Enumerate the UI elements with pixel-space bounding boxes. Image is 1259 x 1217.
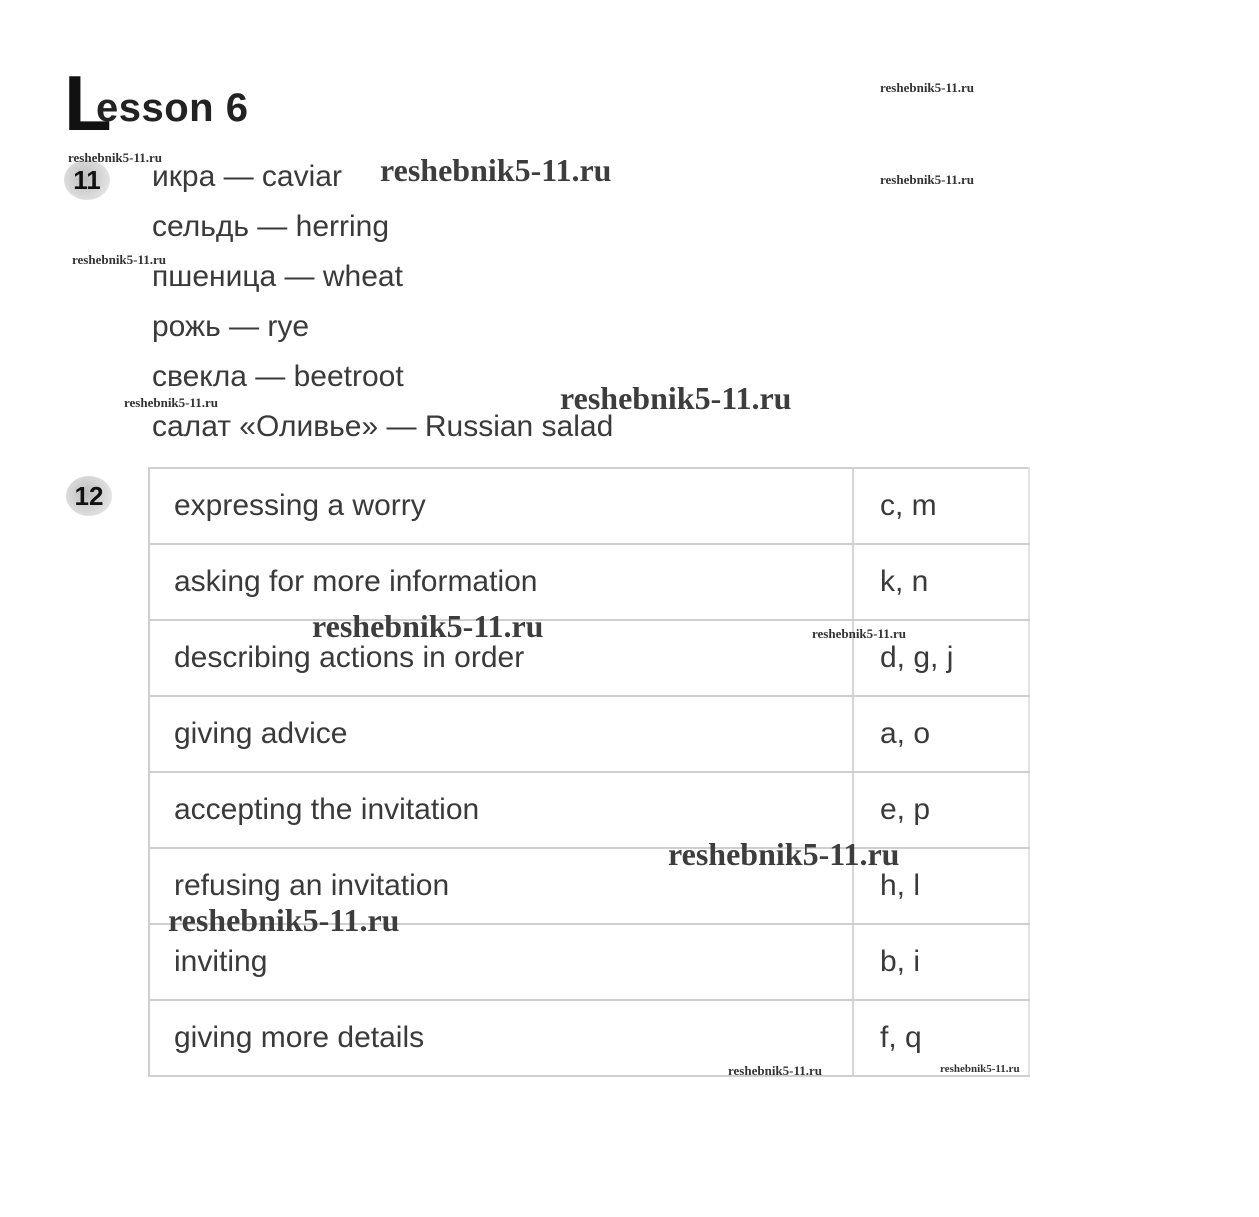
watermark: reshebnik5-11.ru — [72, 252, 167, 267]
watermark: reshebnik5-11.ru — [124, 395, 219, 410]
table-row — [149, 468, 1029, 544]
answer-cell: b, i — [853, 924, 1029, 1000]
answer-cell: f, q — [853, 1000, 1029, 1076]
function-cell: inviting — [149, 924, 853, 1000]
watermark: reshebnik5-11.ru — [940, 1063, 1020, 1075]
vocab-item: рожь — rye — [152, 310, 310, 343]
answer-cell: k, n — [853, 544, 1029, 620]
watermark: reshebnik5-11.ru — [312, 608, 544, 644]
watermark: reshebnik5-11.ru — [168, 902, 400, 938]
function-cell: giving more details — [149, 1000, 853, 1076]
watermark: reshebnik5-11.ru — [880, 80, 975, 95]
vocabulary-list — [152, 152, 613, 452]
answer-cell: a, o — [853, 696, 1029, 772]
answer-cell: c, m — [853, 468, 1029, 544]
vocab-item: пшеница — wheat — [152, 260, 403, 293]
vocab-item: икра — caviar — [152, 160, 342, 193]
table-row — [149, 696, 1029, 772]
function-cell: refusing an invitation — [149, 848, 853, 924]
matching-table — [148, 467, 1030, 1077]
vocab-item: сельдь — herring — [152, 210, 390, 243]
function-cell: describing actions in order — [149, 620, 853, 696]
exercise-11-number: 11 — [64, 160, 110, 200]
answer-cell: d, g, j — [853, 620, 1029, 696]
function-cell: expressing a worry — [149, 468, 853, 544]
vocab-item: свекла — beetroot — [152, 360, 404, 393]
watermark: reshebnik5-11.ru — [68, 150, 163, 165]
answer-cell: h, l — [853, 848, 1029, 924]
table-row — [149, 1000, 1029, 1076]
function-cell: giving advice — [149, 696, 853, 772]
function-cell: asking for more information — [149, 544, 853, 620]
exercise-12-number: 12 — [66, 476, 112, 516]
watermark: reshebnik5-11.ru — [560, 380, 792, 416]
lesson-title-initial: L — [64, 59, 112, 147]
watermark: reshebnik5-11.ru — [812, 626, 907, 641]
watermark: reshebnik5-11.ru — [728, 1063, 823, 1078]
watermark: reshebnik5-11.ru — [880, 172, 975, 187]
answer-cell: e, p — [853, 772, 1029, 848]
table-row — [149, 544, 1029, 620]
watermark: reshebnik5-11.ru — [668, 836, 900, 872]
watermark: reshebnik5-11.ru — [380, 152, 612, 188]
vocab-item: салат «Оливье» — Russian salad — [152, 410, 614, 443]
function-cell: accepting the invitation — [149, 772, 853, 848]
lesson-title-rest: esson 6 — [96, 86, 249, 130]
